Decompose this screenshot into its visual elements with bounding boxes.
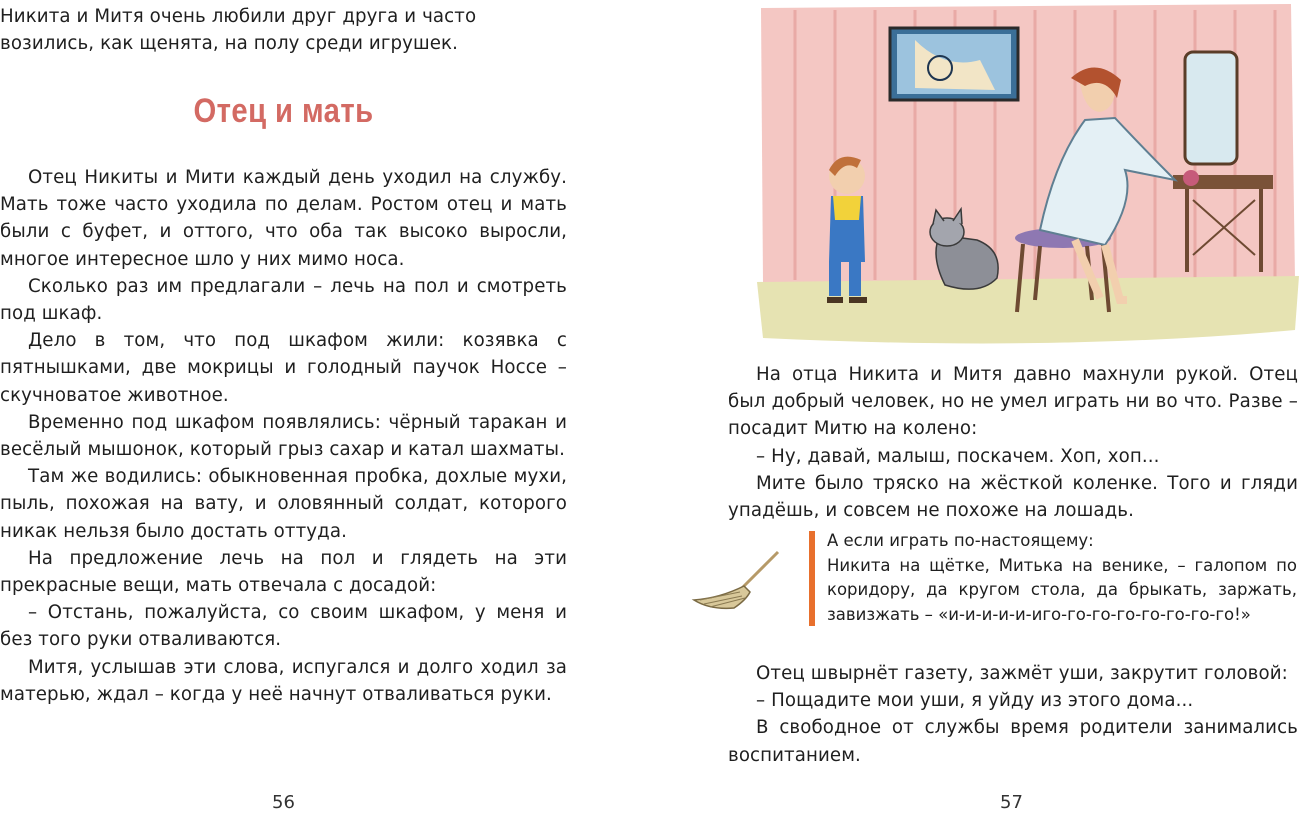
left-page (0, 0, 640, 817)
quote-block (827, 529, 1297, 627)
paragraph: Мите было тряско на жёсткой коленке. Того и гляди упадёшь, и совсем не похоже на лошадь. (728, 472, 1298, 522)
paragraph: Отец Никиты и Мити каждый день уходил на службу. Мать тоже часто уходила по делам. Ростом отец и мать были с буфет, и оттого, что оба так высоко выросли, многое интересное шло у них мимо носа. (0, 167, 567, 270)
paragraph: На предложение лечь на пол и глядеть на эти прекрасные вещи, мать отвечала с досадой: (0, 547, 567, 597)
right-page (660, 0, 1301, 817)
right-body-top (728, 361, 1298, 524)
paragraph: Митя, услышав эти слова, испугался и долго ходил за матерью, ждал – когда у неё начнут отваливаться руки. (0, 656, 567, 705)
paragraph: Отец швырнёт газету, зажмёт уши, закрутит головой: (756, 663, 1288, 684)
paragraph: В свободное от службы время родители занимались воспитанием. (728, 717, 1298, 766)
page-number-left: 56 (272, 792, 295, 813)
paragraph: – Отстань, пожалуйста, со своим шкафом, у меня и без того руки отваливаются. (0, 602, 567, 651)
chapter-title: Отец и мать (193, 92, 374, 130)
paragraph: – Пощадите мои уши, я уйду из этого дома... (756, 690, 1194, 712)
quote-line: А если играть по-настоящему: (827, 531, 1094, 550)
illustration-mother-at-mirror (755, 0, 1301, 348)
paragraph: Сколько раз им предлагали – лечь на пол и смотреть под шкаф. (0, 275, 567, 325)
quote-accent-bar (809, 531, 815, 626)
paragraph: Временно под шкафом появлялись: чёрный таракан и весёлый мышонок, который грыз сахар и катал шахматы. (0, 411, 567, 461)
intro-text (0, 3, 567, 57)
intro-line: возились, как щенята, на полу среди игрушек. (0, 33, 459, 55)
right-body-bottom (728, 660, 1298, 769)
paragraph: На отца Никита и Митя давно махнули рукой. Отец был добрый человек, но не умел играть ни во что. Разве – посадит Митю на колено: (728, 364, 1298, 440)
quote-line: Никита на щётке, Митька на венике, – галопом по коридору, да кругом стола, да брыкать, заржать, завизжать – «и-и-и-и-и-иго-го-го-го-го-го-го-го!» (827, 555, 1297, 624)
paragraph: Там же водились: обыкновенная пробка, дохлые мухи, пыль, похожая на вату, и оловянный солдат, которого никак нельзя было достать оттуда. (0, 466, 567, 542)
paragraph: – Ну, давай, малыш, поскачем. Хоп, хоп... (756, 445, 1160, 467)
broom-illustration (690, 548, 782, 618)
page-number-right: 57 (1000, 792, 1023, 813)
left-body (0, 164, 567, 708)
paragraph: Дело в том, что под шкафом жили: козявка с пятнышками, две мокрицы и голодный паучок Носсе – скучноватое животное. (0, 330, 567, 406)
intro-line: Никита и Митя очень любили друг друга и часто (0, 6, 477, 27)
